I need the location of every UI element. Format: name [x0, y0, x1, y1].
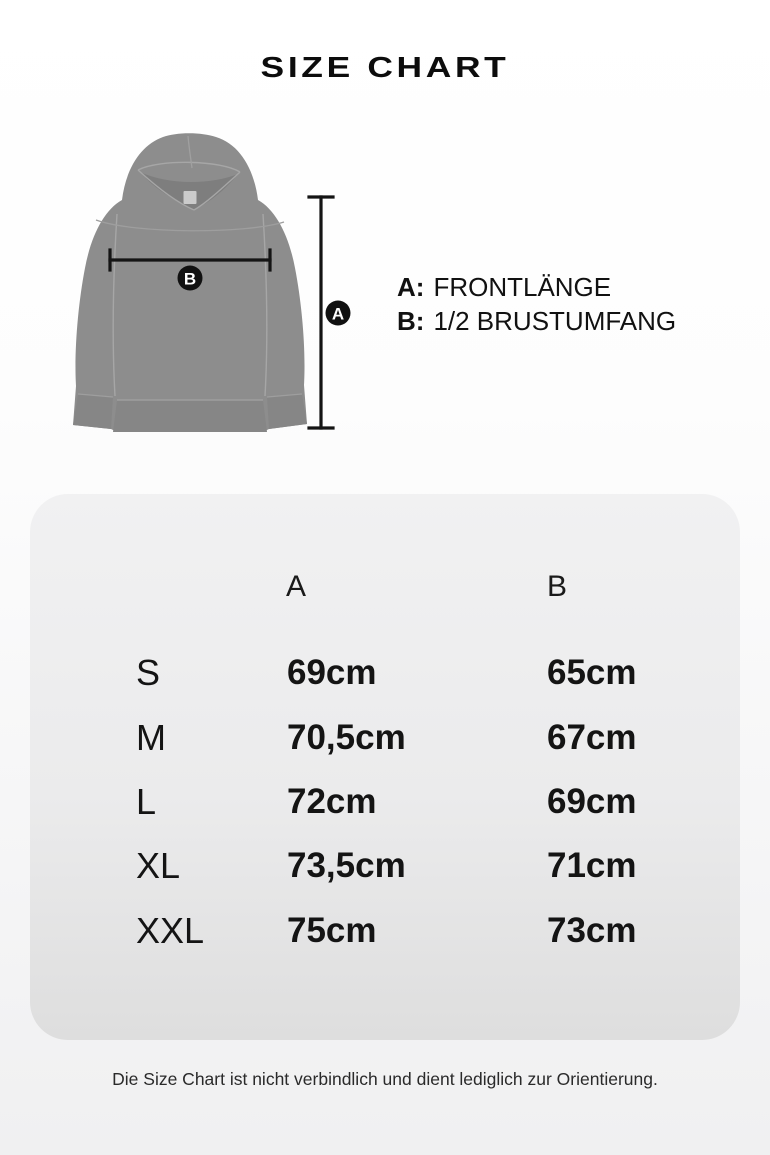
measurement-a-value: 69cm [287, 653, 377, 693]
legend-item-b [397, 304, 676, 338]
measurement-a-value: 75cm [287, 910, 377, 950]
size-label: L [136, 780, 157, 822]
column-header-a: A [286, 570, 307, 603]
size-label: XL [136, 845, 181, 887]
disclaimer-text: Die Size Chart ist nicht verbindlich und dient lediglich zur Orientierung. [112, 1069, 658, 1089]
legend-label-a: FRONTLÄNGE [433, 272, 612, 302]
legend-label-b: 1/2 BRUSTUMFANG [433, 306, 677, 336]
svg-text:B: B [183, 269, 197, 289]
size-label: M [136, 716, 166, 758]
table-row [30, 899, 740, 963]
marker-b [178, 266, 203, 291]
measurement-a-value: 73,5cm [287, 846, 406, 886]
measurement-b-value: 69cm [547, 781, 637, 821]
size-table-panel [30, 494, 740, 1040]
table-body [30, 641, 740, 963]
table-row [30, 705, 740, 769]
size-label: XXL [136, 909, 205, 951]
neck-label [184, 191, 197, 204]
size-label: S [136, 652, 161, 694]
measurement-b-value: 71cm [547, 846, 637, 886]
measurement-b-value: 67cm [547, 717, 637, 757]
table-header [30, 569, 740, 605]
legend-key-a: A: [397, 272, 425, 302]
page-title: SIZE CHART [260, 52, 510, 84]
column-header-b: B [547, 570, 568, 603]
legend-key-b: B: [397, 306, 425, 336]
measurement-a-value: 70,5cm [287, 717, 406, 757]
measurement-b-value: 65cm [547, 653, 637, 693]
measurement-legend [397, 270, 676, 338]
measurement-a-value: 72cm [287, 781, 377, 821]
legend-item-a [397, 270, 676, 304]
table-row [30, 641, 740, 705]
svg-text:A: A [331, 304, 345, 324]
table-row [30, 770, 740, 834]
measurement-b-value: 73cm [547, 910, 637, 950]
hoodie-measurement-diagram [60, 128, 370, 458]
marker-a [326, 301, 351, 326]
table-row [30, 834, 740, 898]
